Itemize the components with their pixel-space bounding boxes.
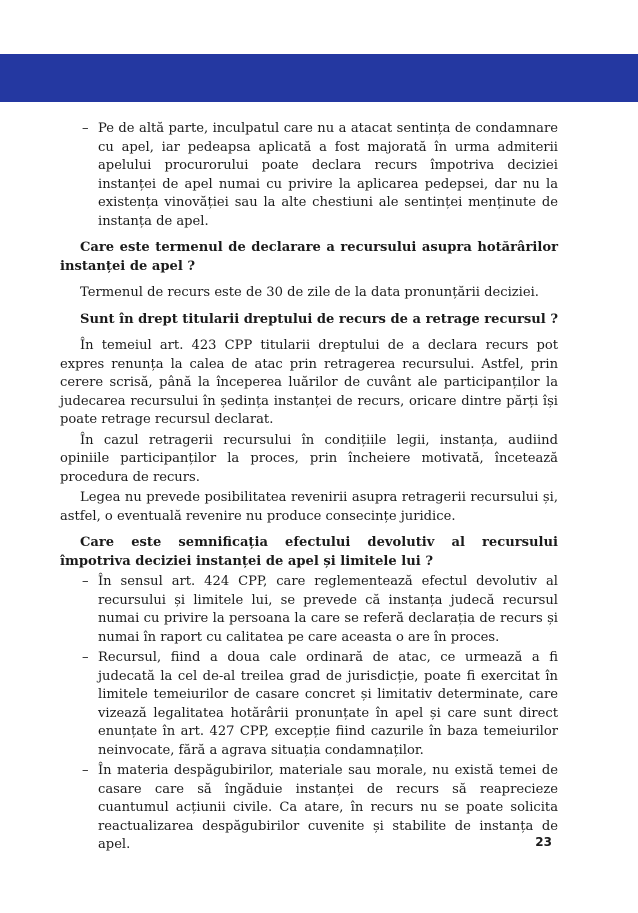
paragraph: În temeiul art. 423 CPP titularii dreptului de a declara recurs pot expres renunța la calea de atac prin retragerea recursului. Astfel, prin cerere scrisă, până la începerea luărilor de cuvânt ale participanților la judecarea recursului în ședința instanței de recurs, oricare dintre părți își poate retrage recursul declarat. <box>60 338 558 427</box>
list-item-text: Pe de altă parte, inculpatul care nu a atacat sentința de condamnare cu apel, iar pedeapsa aplicată a fost majorată în urma admiterii apelului procurorului poate declara recurs împotriva deciziei instanței de apel numai cu privire la aplicarea pedepsei, dar nu la existența vinovăției sau la alte chestiuni ale sentinței menținute de instanța de apel. <box>98 121 558 229</box>
page-body <box>60 120 558 855</box>
list-dash: – <box>82 121 89 136</box>
list-dash: – <box>82 763 89 778</box>
list-dash: – <box>82 650 89 665</box>
list-item-text: În sensul art. 424 CPP, care reglementează efectul devolutiv al recursului și limitele lui, se prevede că instanța judecă recursul numai cu privire la persoana la care se referă declarația de recurs și numai în raport cu calitatea pe care aceasta o are în proces. <box>98 574 558 645</box>
page-number: 23 <box>535 835 552 849</box>
paragraph: În cazul retragerii recursului în condițiile legii, instanța, audiind opiniile participanților la proces, prin încheiere motivată, încetează procedura de recurs. <box>60 432 558 485</box>
question-heading: Care este termenul de declarare a recursului asupra hotărârilor instanței de apel ? <box>60 240 558 274</box>
paragraph: Legea nu prevede posibilitatea revenirii asupra retragerii recursului și, astfel, o eventuală revenire nu produce consecințe juridice. <box>60 490 558 524</box>
question-heading: Care este semnificația efectului devolutiv al recursului împotriva deciziei instanței de apel și limitele lui ? <box>60 535 558 569</box>
list-item <box>60 649 558 760</box>
question-heading: Sunt în drept titularii dreptului de recurs de a retrage recursul ? <box>80 311 558 327</box>
list-item-text: Recursul, fiind a doua cale ordinară de atac, ce urmează a fi judecată la cel de-al treilea grad de jurisdicție, poate fi exercitat în limitele temeiurilor de casare concret și limitativ determinate, care vizează legalitatea hotărârii pronunțate în apel și care sunt direct enunțate în art. 427 CPP, excepție fiind cazurile în baza temeiurilor neinvocate, fără a agrava situația condamnaților. <box>98 650 558 758</box>
list-dash: – <box>82 574 89 589</box>
list-item <box>60 573 558 647</box>
list-item <box>60 762 558 855</box>
header-band <box>0 54 638 102</box>
list-item <box>60 120 558 231</box>
paragraph: Termenul de recurs este de 30 de zile de la data pronunțării deciziei. <box>80 285 539 300</box>
list-item-text: În materia despăgubirilor, materiale sau morale, nu există temei de casare care să îngăduie instanței de recurs să reaprecieze cuantumul acțiunii civile. Ca atare, în recurs nu se poate solicita reactualizarea despăgubirilor cuvenite și stabilite de instanța de apel. <box>98 763 558 852</box>
